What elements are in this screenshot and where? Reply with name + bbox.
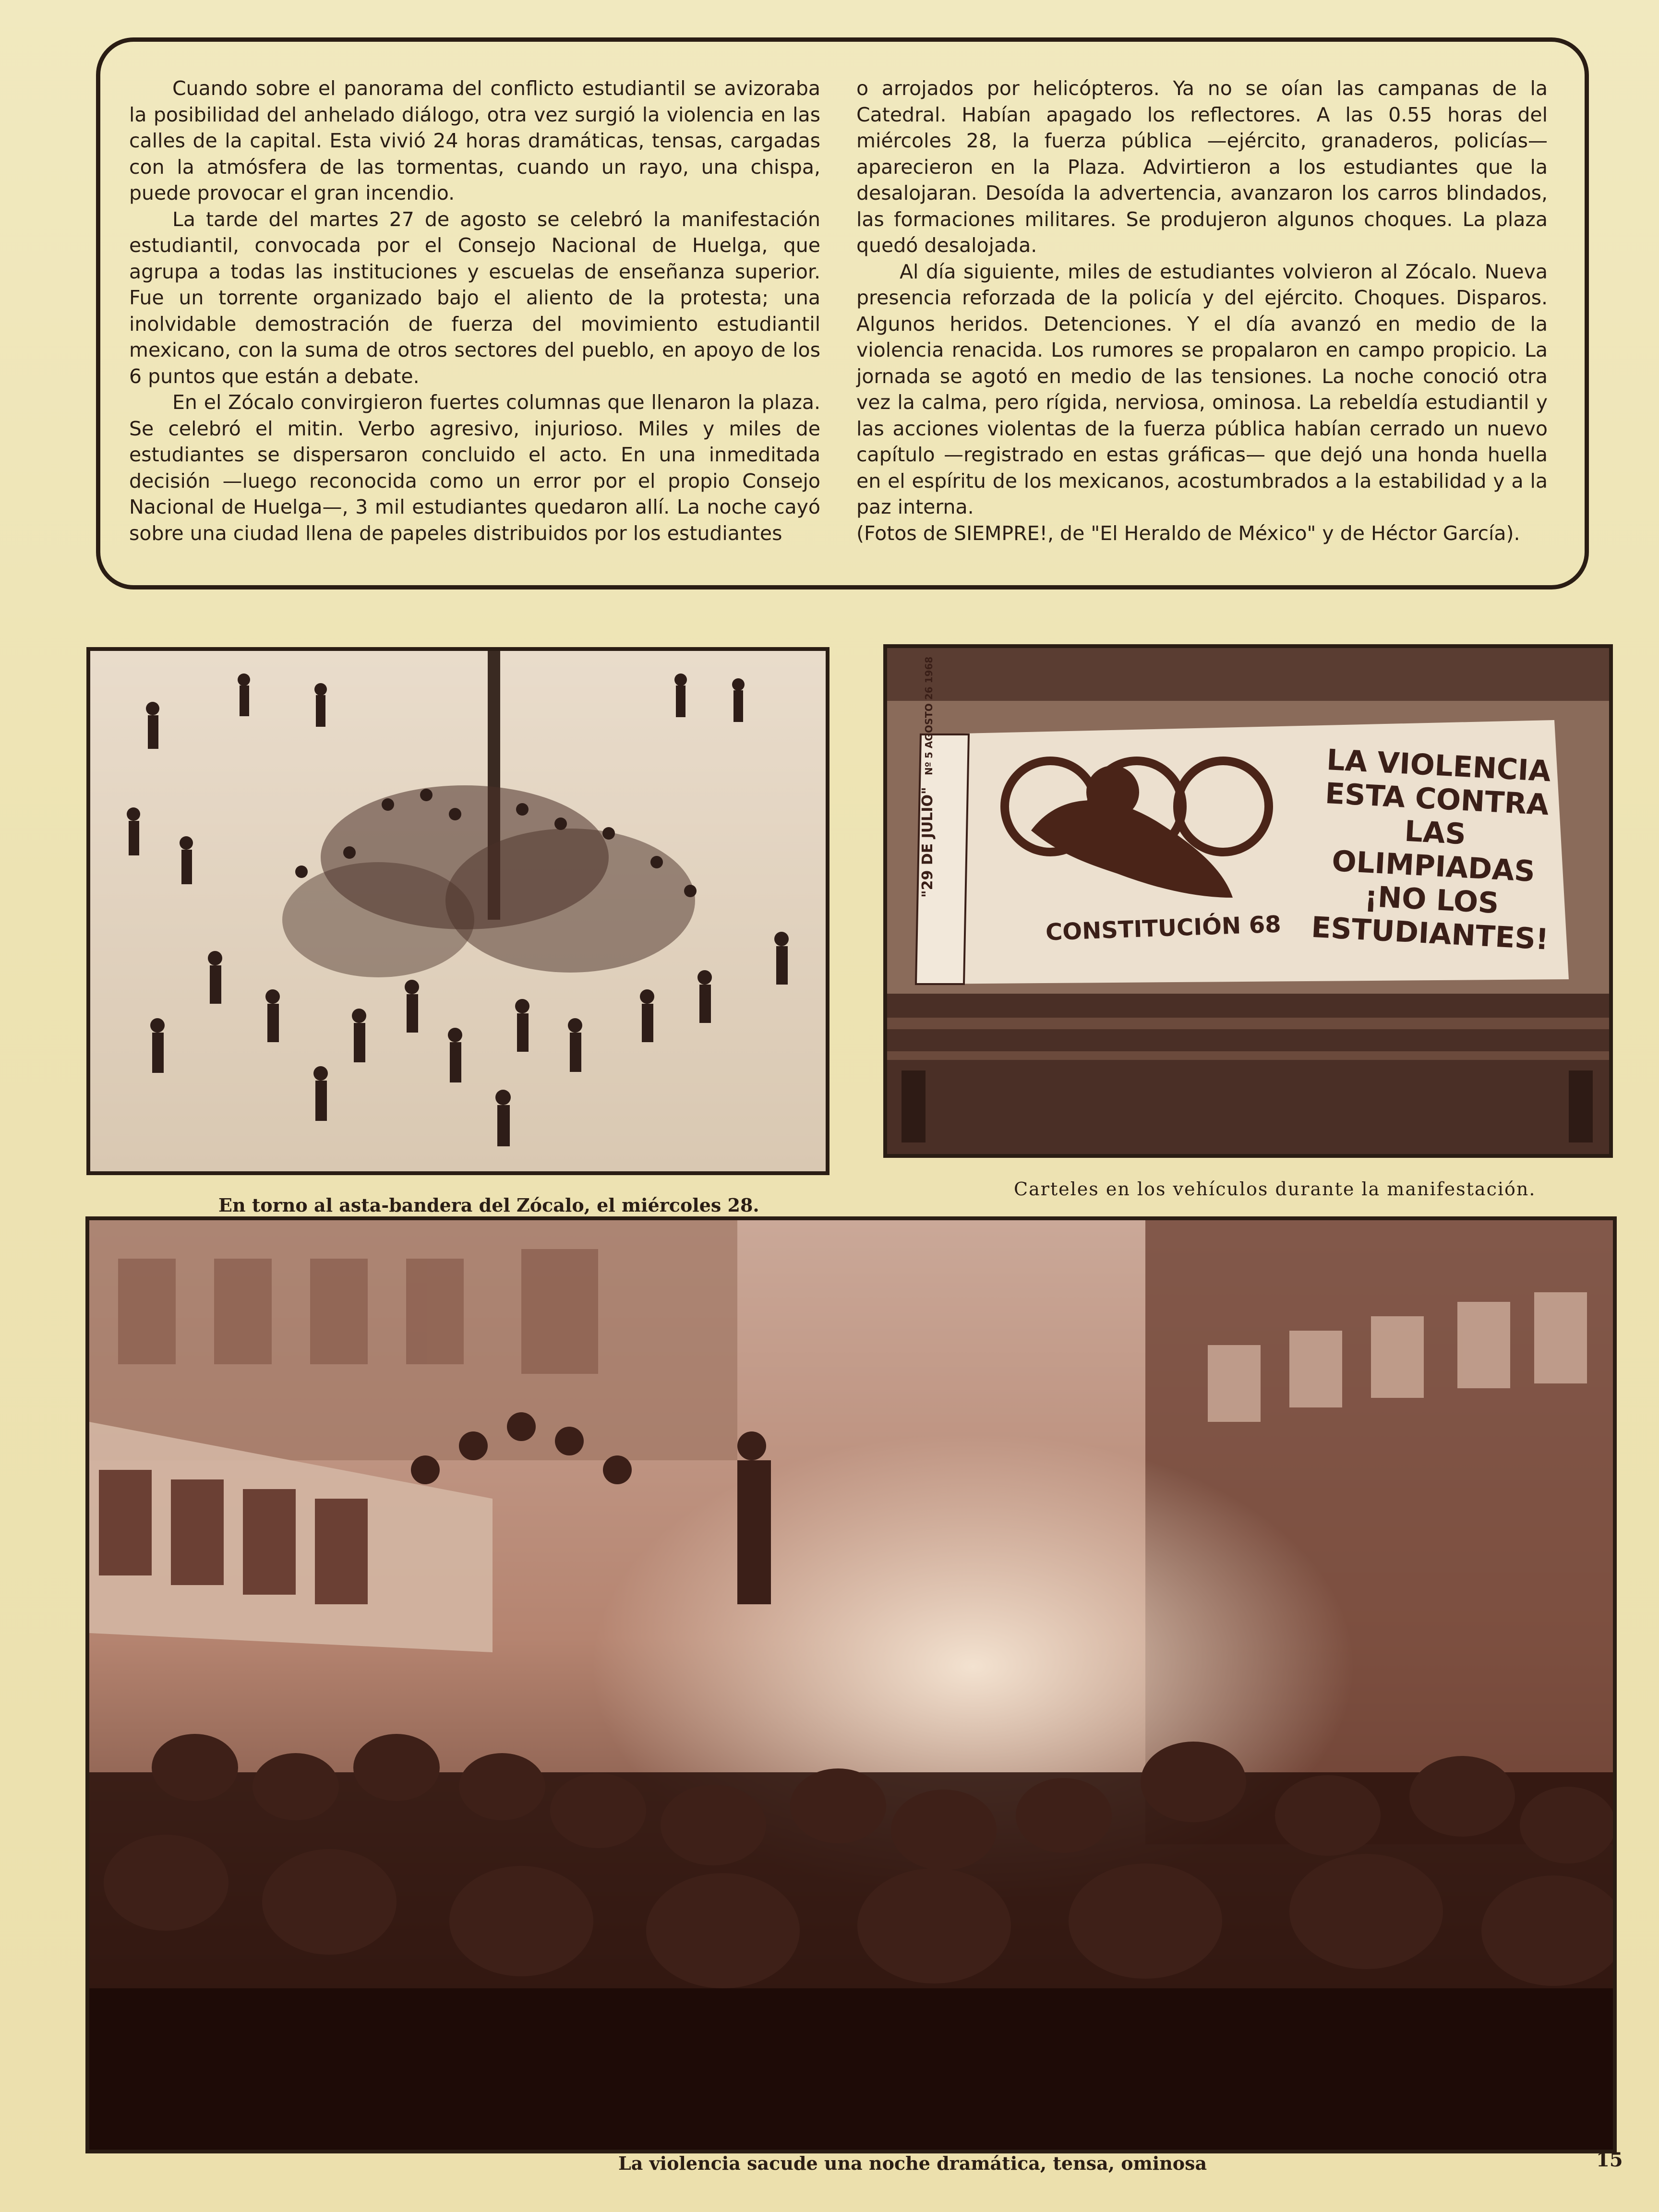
banner-emblem-text: CONSTITUCIÓN 68: [1045, 911, 1282, 946]
photo-credit: (Fotos de SIEMPRE!, de "El Heraldo de México" y de Héctor García).: [856, 521, 1520, 545]
page-number: 15: [1596, 2149, 1623, 2171]
article-paragraph: Cuando sobre el panorama del conflicto estudiantil se avizoraba la posibilidad del anhelado diálogo, otra vez surgió la violencia en las calles de la capital. Esta vivió 24 horas dramáticas, tensas, cargadas con la atmósfera de las tormentas, cuando un rayo, una chispa, puede provocar el gran incendio.: [129, 77, 820, 204]
article-right-column: [856, 75, 1548, 546]
article-text-frame: [96, 37, 1589, 589]
night-confrontation-photo: [85, 1216, 1617, 2153]
zocalo-crowd-image: [90, 651, 826, 1171]
night-photo-caption: La violencia sacude una noche dramática, tensa, ominosa: [618, 2152, 1207, 2174]
article-paragraph: o arrojados por helicópteros. Ya no se oían las campanas de la Catedral. Habían apagado los reflectores. A las 0.55 horas del miércoles 28, la fuerza pública —ejército, granaderos, policías— aparecieron en la Plaza. Advirtieron a los estudiantes que la desalojaran. Desoída la advertencia, avanzaron los carros blindados, las formaciones militares. Se produjeron algunos choques. La plaza quedó desalojada.: [856, 77, 1548, 257]
banner-photo-caption: Carteles en los vehículos durante la manifestación.: [1014, 1178, 1536, 1200]
banner-slogan-line: LAS OLIMPIADAS: [1331, 814, 1536, 889]
article-paragraph: En el Zócalo convirgieron fuertes columnas que llenaron la plaza. Se celebró el mitin. Verbo agresivo, injurioso. Miles y miles de estudiantes se dispersaron concluido el acto. En una inmeditada decisión —luego reconocida como un error por el propio Consejo Nacional de Huelga—, 3 mil estudiantes quedaron allí. La noche cayó sobre una ciudad llena de papeles distribuidos por los estudiantes: [129, 391, 820, 545]
banner-side-line1: "29 DE JULIO": [919, 787, 936, 898]
article-paragraph: Al día siguiente, miles de estudiantes volvieron al Zócalo. Nueva presencia reforzada de la policía y del ejército. Choques. Disparos. Algunos heridos. Detenciones. Y el día avanzó en medio de la violencia renacida. Los rumores se propalaron en campo propicio. La jornada se agotó en medio de las tensiones. La noche conoció otra vez la calma, pero rígida, nerviosa, ominosa. La rebeldía estudiantil y las acciones violentas de la fuerza pública habían cerrado un nuevo capítulo —registrado en estas gráficas— que dejó una honda huella en el espíritu de los mexicanos, acostumbrados a la estabilidad y a la paz interna.: [856, 260, 1548, 518]
article-paragraph: La tarde del martes 27 de agosto se celebró la manifestación estudiantil, convocada por el Consejo Nacional de Huelga, que agrupa a todas las instituciones y escuelas de enseñanza superior. Fue un torrente organizado bajo el aliento de la protesta; una inolvidable demostración de fuerza del movimiento estudiantil mexicano, con la suma de otros sectores del pueblo, en apoyo de los 6 puntos que están a debate.: [129, 207, 820, 388]
zocalo-crowd-photo: [86, 647, 830, 1175]
banner-side-line2: Nº 5 AGOSTO 26 1968: [923, 656, 935, 775]
article-left-column: [129, 75, 820, 546]
night-confrontation-image: [89, 1220, 1613, 2150]
banner-slogan-line: ESTA CONTRA: [1324, 776, 1550, 822]
zocalo-photo-caption: En torno al asta-bandera del Zócalo, el miércoles 28.: [218, 1194, 759, 1216]
banner-slogan-line: ESTUDIANTES!: [1310, 910, 1550, 957]
banner-slogan: [1304, 743, 1564, 957]
vehicle-banner-photo: [883, 644, 1613, 1158]
banner-slogan-line: LA VIOLENCIA: [1325, 743, 1552, 789]
banner-slogan-line: ¡NO LOS: [1363, 879, 1500, 921]
banner-side-text: [919, 656, 1122, 898]
